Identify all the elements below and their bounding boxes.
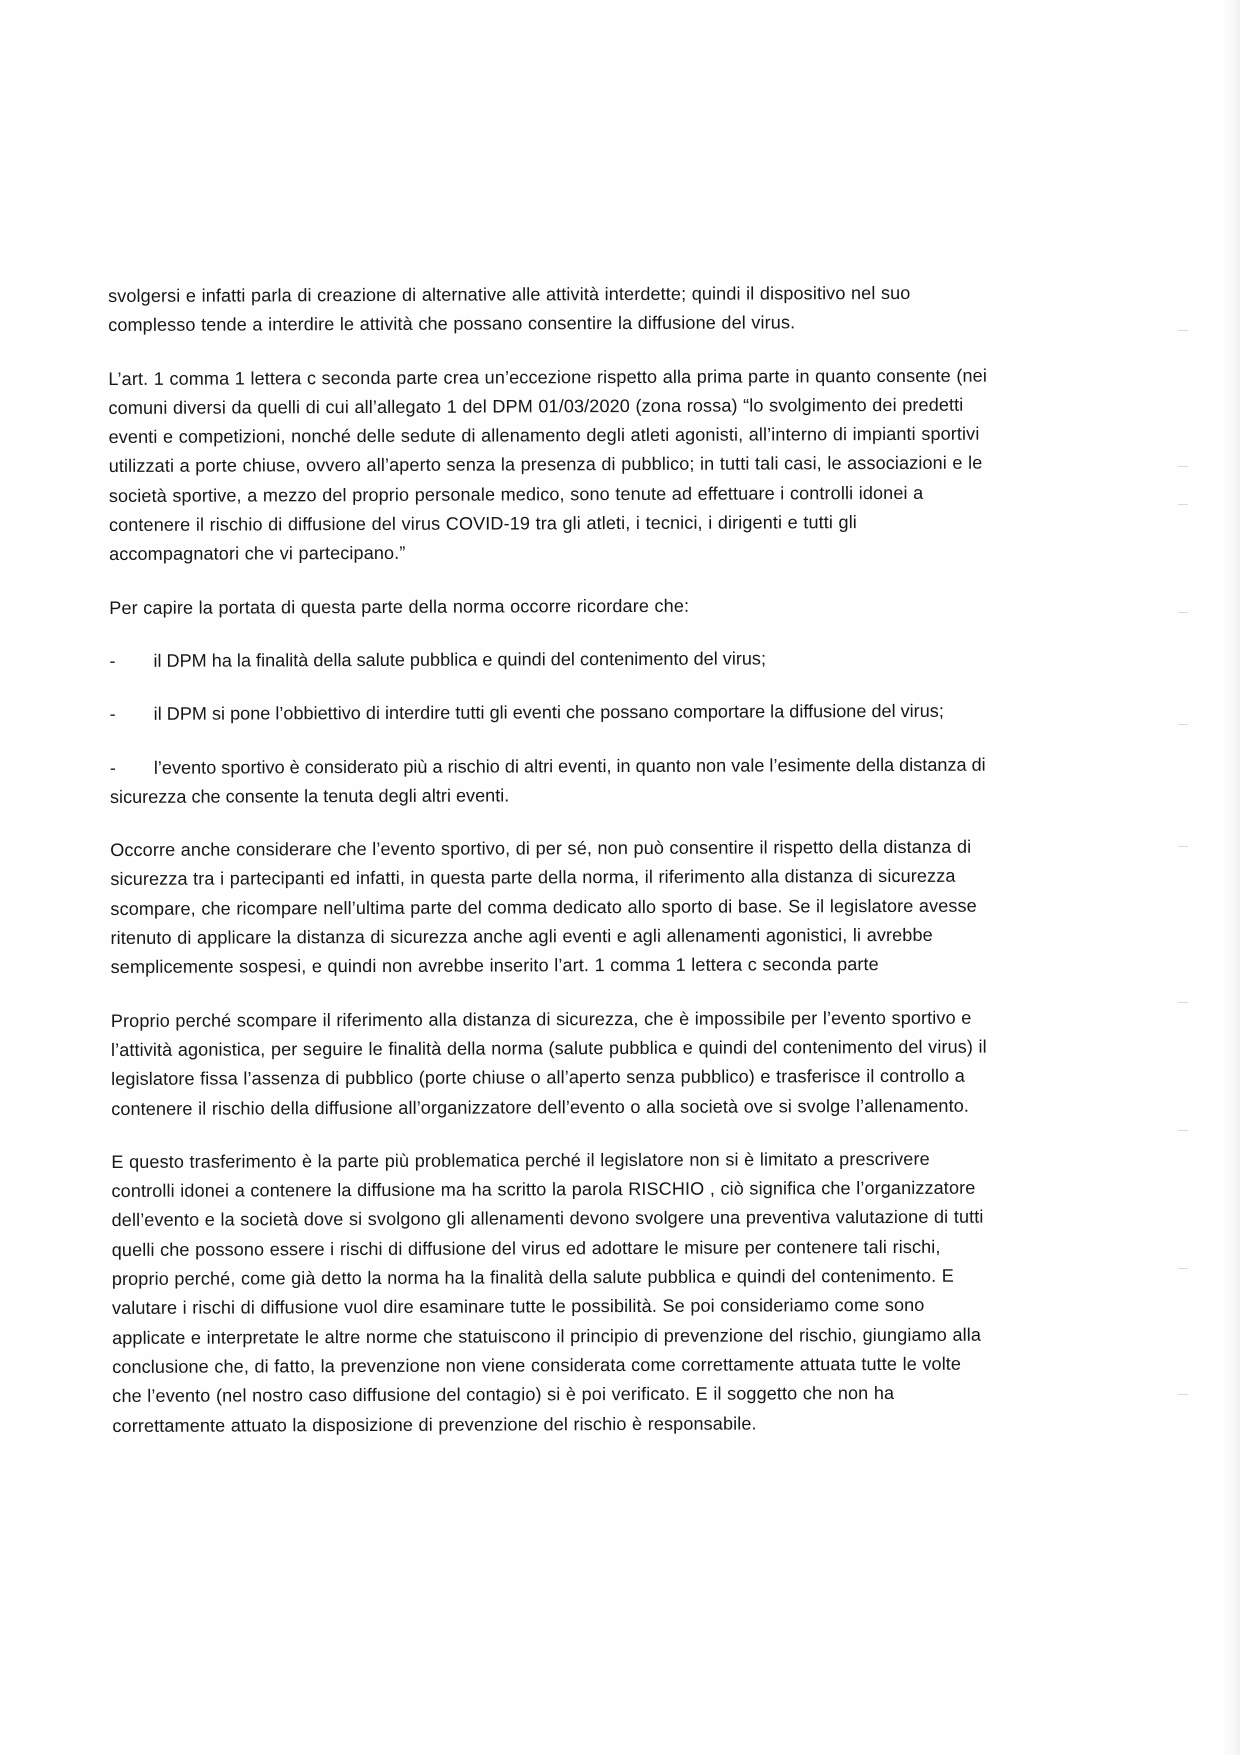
paragraph: Proprio perché scompare il riferimento alla distanza di sicurezza, che è impossibile per l’evento sportivo e l’attività agonistica, per seguire le finalità della norma (salute pubblica e quindi del contenimento del virus) il legislatore fissa l’assenza di pubblico (porte chiuse o all’aperto senza pubblico) e trasferisce il controllo a contenere il rischio della diffusione all’organizzatore dell’evento o alla società ove si svolge l’allenamento. (110, 1007, 987, 1119)
paragraph: svolgersi e infatti parla di creazione di alternative alle attività interdette; quindi il dispositivo nel suo complesso tende a interdire le attività che possano consentire la diffusione del virus. (108, 282, 911, 336)
scan-artifact-mark (1178, 724, 1188, 725)
scan-artifact-mark (1178, 1002, 1188, 1003)
list-item (110, 750, 990, 812)
bullet-marker: - (109, 650, 116, 671)
scan-artifact-mark (1178, 330, 1188, 331)
scan-artifact-mark (1178, 466, 1188, 467)
scan-artifact-mark (1178, 504, 1188, 505)
bullet-marker: - (109, 704, 116, 725)
scan-artifact-mark (1178, 1130, 1188, 1131)
list-item-text: il DPM si pone l’obbiettivo di interdire tutti gli eventi che possano comportare la diffusione del virus; (153, 701, 944, 725)
scan-artifact-mark (1178, 612, 1188, 613)
paragraph: L’art. 1 comma 1 lettera c seconda parte crea un’eccezione rispetto alla prima parte in quanto consente (nei comuni diversi da quelli di cui all’allegato 1 del DPM 01/03/2020 (zona rossa) “lo svolgimento dei predetti eventi e competizioni, nonché delle sedute di allenamento degli atleti agonisti, all’interno di impianti sportivi utilizzati a porte chiuse, ovvero all’aperto senza la presenza di pubblico; in tutti tali casi, le associazioni e le società sportive, a mezzo del proprio personale medico, sono tenute ad effettuare i controlli idonei a contenere il rischio di diffusione del virus COVID-19 tra gli atleti, i tecnici, i dirigenti e tutti gli accompagnatori che vi partecipano.” (108, 365, 987, 565)
paragraph: Occorre anche considerare che l’evento sportivo, di per sé, non può consentire il rispetto della distanza di sicurezza tra i partecipanti ed infatti, in questa parte della norma, il riferimento alla distanza di sicurezza scompare, che ricompare nell’ultima parte del comma dedicato allo sporto di base. Se il legislatore avesse ritenuto di applicare la distanza di sicurezza anche agli eventi e agli allenamenti agonistici, li avrebbe semplicemente sospesi, e quindi non avrebbe inserito l’art. 1 comma 1 lettera c seconda parte (110, 836, 977, 978)
list-item (110, 697, 990, 730)
paragraph: Per capire la portata di questa parte della norma occorre ricordare che: (109, 595, 690, 618)
scan-artifact-mark (1178, 1394, 1188, 1395)
scan-edge-shadow (1222, 0, 1240, 1755)
bullet-marker: - (109, 757, 116, 778)
paragraph: E questo trasferimento è la parte più problematica perché il legislatore non si è limitato a prescrivere controlli idonei a contenere la diffusione ma ha scritto la parola RISCHIO , ciò significa che l’organizzatore dell’evento e la società dove si svolgono gli allenamenti devono svolgere una preventiva valutazione di tutti quelli che possono essere i rischi di diffusione del virus ed adottare le misure per contenere tali rischi, proprio perché, come già detto la norma ha la finalità della salute pubblica e quindi del contenimento. E valutare i rischi di diffusione vuol dire esaminare tutte le possibilità. Se poi consideriamo come sono applicate e interpretate le altre norme che statuiscono il principio di prevenzione del rischio, giungiamo alla conclusione che, di fatto, la prevenzione non viene considerata come correttamente attuata tutte le volte che l’evento (nel nostro caso diffusione del contagio) si è poi verificato. E il soggetto che non ha correttamente attuato la disposizione di prevenzione del rischio è responsabile. (111, 1148, 984, 1436)
document-text-body (108, 279, 993, 1465)
scan-artifact-mark (1178, 1268, 1188, 1269)
list-item (109, 644, 989, 677)
scan-artifact-mark (1178, 846, 1188, 847)
list-item-text: l’evento sportivo è considerato più a rischio di altri eventi, in quanto non vale l’esimente della distanza di sicurezza che consente la tenuta degli altri eventi. (109, 754, 986, 807)
list-item-text: il DPM ha la finalità della salute pubblica e quindi del contenimento del virus; (153, 648, 767, 671)
